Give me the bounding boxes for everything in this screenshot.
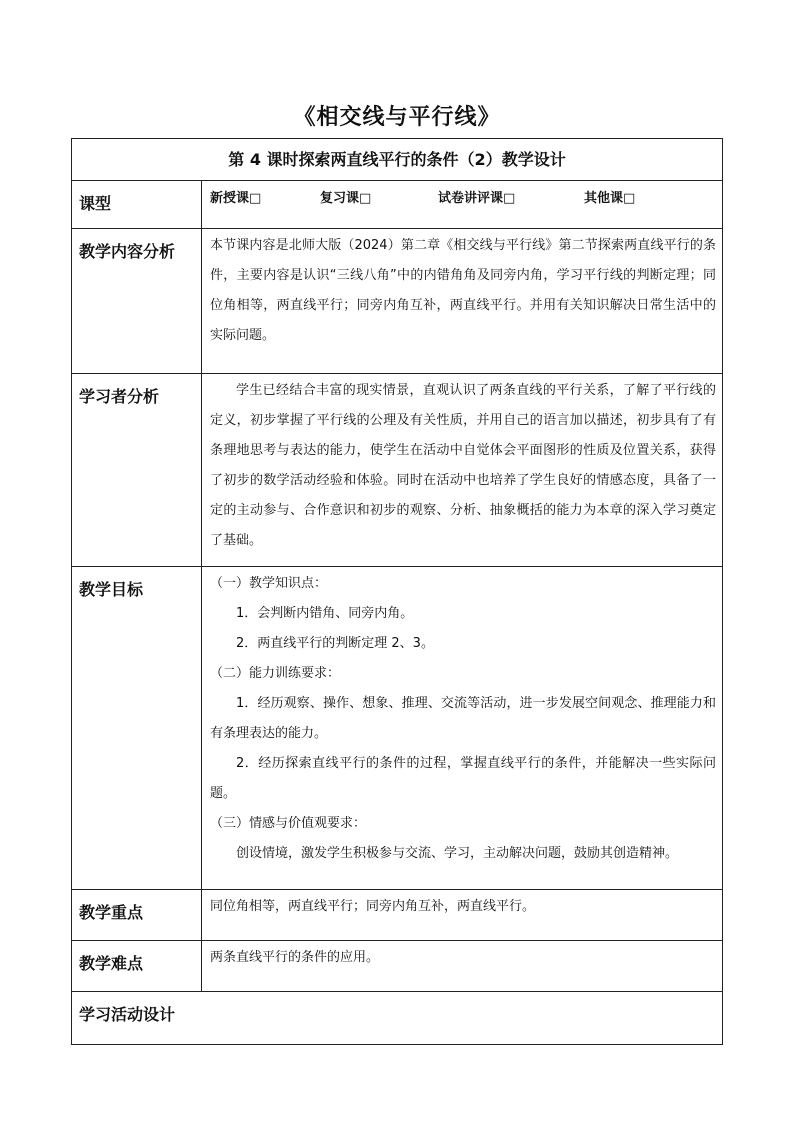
course-type-label: 课型 (72, 181, 202, 229)
key-points-row (72, 890, 723, 941)
option-exam-review-lesson[interactable]: 试卷讲评课□ (438, 191, 516, 206)
content-analysis-text (202, 229, 723, 374)
goal-ability-item: 1．经历观察、操作、想象、推理、交流等活动，进一步发展空间观念、推理能力和有条理表达的能力。 (210, 696, 716, 741)
content-analysis-paragraph: 本节课内容是北师大版（2024）第二章《相交线与平行线》第二节探索两直线平行的条件，主要内容是认识“三线八角”中的内错角角及同旁内角，学习平行线的判断定理；同位角相等，两直线平行；同旁内角互补，两直线平行。并用有关知识解决日常生活中的实际问题。 (210, 238, 716, 343)
goal-knowledge-item: 1．会判断内错角、同旁内角。 (236, 606, 414, 621)
goal-section-ability: （二）能力训练要求： (210, 666, 341, 681)
teaching-goals-row (72, 567, 723, 890)
option-other-lesson[interactable]: 其他课□ (584, 191, 636, 206)
learner-analysis-label: 学习者分析 (72, 374, 202, 567)
difficulties-label: 教学难点 (72, 941, 202, 992)
lesson-header-row (72, 139, 723, 181)
content-analysis-label: 教学内容分析 (72, 229, 202, 374)
lesson-header: 第 4 课时探索两直线平行的条件（2）教学设计 (72, 139, 723, 181)
teaching-goals-label: 教学目标 (72, 567, 202, 890)
activity-design-row (72, 992, 723, 1045)
teaching-goals-text (202, 567, 723, 890)
content-analysis-row (72, 229, 723, 374)
lesson-plan-table (71, 138, 723, 1045)
key-points-label: 教学重点 (72, 890, 202, 941)
goal-ability-item: 2．经历探索直线平行的条件的过程，掌握直线平行的条件，并能解决一些实际问题。 (210, 756, 716, 801)
course-type-row (72, 181, 723, 229)
goal-section-attitude: （三）情感与价值观要求： (210, 816, 367, 831)
option-review-lesson[interactable]: 复习课□ (320, 191, 372, 206)
goal-attitude-item: 创设情境，激发学生积极参与交流、学习，主动解决问题，鼓励其创造精神。 (236, 846, 679, 861)
learner-analysis-row (72, 374, 723, 567)
key-points-text (202, 890, 723, 941)
difficulties-paragraph: 两条直线平行的条件的应用。 (210, 950, 380, 965)
goal-knowledge-item: 2．两直线平行的判断定理 2、3。 (236, 636, 434, 651)
learner-analysis-text (202, 374, 723, 567)
difficulties-text (202, 941, 723, 992)
option-new-lesson[interactable]: 新授课□ (210, 191, 262, 206)
key-points-paragraph: 同位角相等，两直线平行；同旁内角互补，两直线平行。 (210, 899, 536, 914)
activity-design-label: 学习活动设计 (72, 992, 723, 1045)
course-type-options (202, 181, 723, 229)
learner-analysis-paragraph: 学生已经结合丰富的现实情景，直观认识了两条直线的平行关系，了解了平行线的定义，初步掌握了平行线的公理及有关性质，并用自己的语言加以描述，初步具有了有条理地思考与表达的能力，使学生在活动中自觉体会平面图形的性质及位置关系，获得了初步的数学活动经验和体验。同时在活动中也培养了学生良好的情感态度，具备了一定的主动参与、合作意识和初步的观察、分析、抽象概括的能力为本章的深入学习奠定了基础。 (210, 383, 716, 548)
document-title: 《相交线与平行线》 (293, 105, 501, 130)
goal-section-knowledge: （一）教学知识点： (210, 576, 328, 591)
difficulties-row (72, 941, 723, 992)
